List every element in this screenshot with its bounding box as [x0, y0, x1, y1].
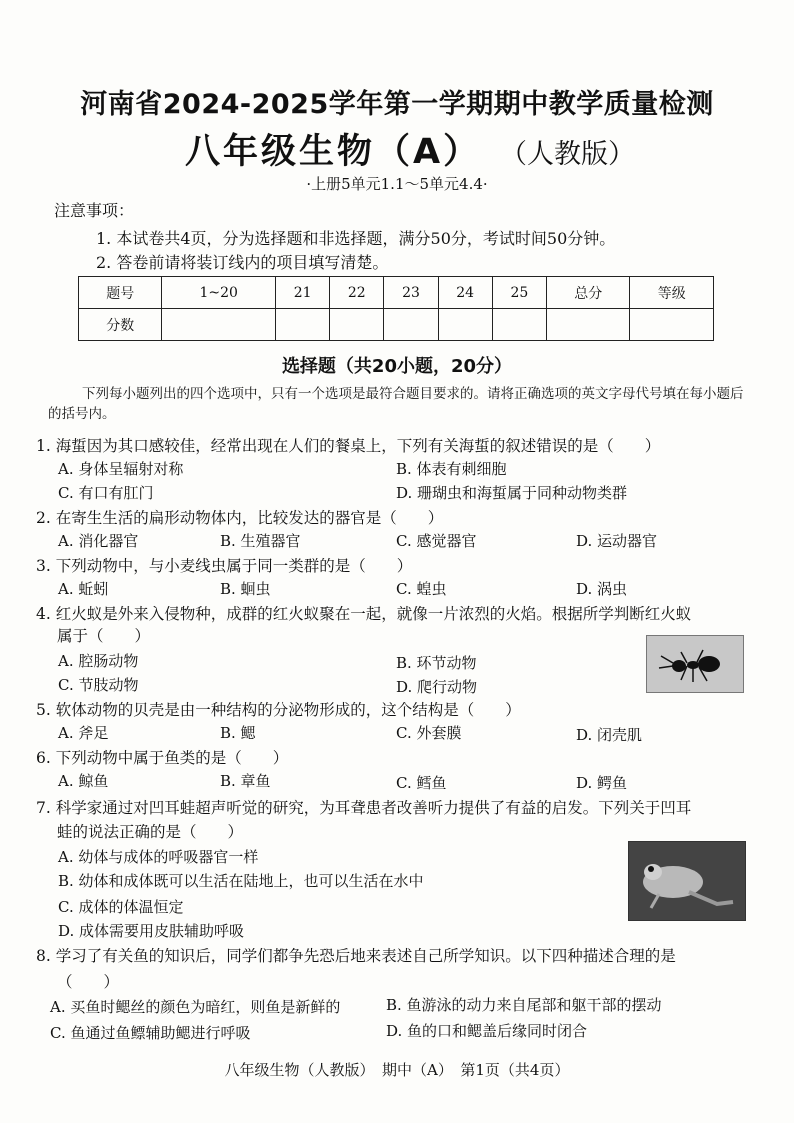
notice-heading: 注意事项： — [54, 201, 135, 220]
score-table-score-row — [79, 309, 714, 341]
score-blank-cell[interactable] — [630, 309, 714, 341]
score-cell: 21 — [276, 277, 330, 309]
question-8-stem: 8. 学习了有关鱼的知识后，同学们都争先恐后地来表述自己所学知识。以下四种描述合理的是 — [36, 947, 676, 965]
question-3-option-b[interactable]: B. 蛔虫 — [220, 580, 271, 598]
question-5-option-c[interactable]: C. 外套膜 — [396, 724, 462, 742]
score-cell: 总分 — [546, 277, 629, 309]
question-7-option-a[interactable]: A. 幼体与成体的呼吸器官一样 — [58, 848, 259, 866]
question-3-option-a[interactable]: A. 蚯蚓 — [58, 580, 109, 598]
question-4-option-a[interactable]: A. 腔肠动物 — [58, 652, 139, 670]
question-2-option-b[interactable]: B. 生殖器官 — [220, 532, 301, 550]
score-table — [78, 276, 714, 341]
score-row-label: 分数 — [79, 309, 162, 341]
score-cell: 1~20 — [162, 277, 276, 309]
question-2-option-c[interactable]: C. 感觉器官 — [396, 532, 477, 550]
score-blank-cell[interactable] — [438, 309, 492, 341]
question-3-option-d[interactable]: D. 涡虫 — [576, 580, 628, 598]
score-blank-cell[interactable] — [276, 309, 330, 341]
page-footer: 八年级生物（人教版） 期中（A） 第1页（共4页） — [224, 1061, 570, 1079]
fire-ant-photo — [646, 635, 744, 693]
question-3-stem: 3. 下列动物中，与小麦线虫属于同一类群的是（ ） — [36, 557, 413, 575]
section-instruction: 下列每小题列出的四个选项中，只有一个选项是最符合题目要求的。请将正确选项的英文字母代号填在每小题后的括号内。 — [48, 386, 744, 422]
section-title: 选择题（共20小题，20分） — [281, 356, 513, 377]
question-4-option-c[interactable]: C. 节肢动物 — [58, 676, 139, 694]
question-8-stem-cont: （ ） — [57, 973, 120, 991]
question-4-stem: 4. 红火蚁是外来入侵物种，成群的红火蚁聚在一起，就像一片浓烈的火焰。根据所学判断红火蚁 — [36, 605, 692, 623]
question-6-option-a[interactable]: A. 鲸鱼 — [58, 772, 109, 790]
question-5-option-d[interactable]: D. 闭壳肌 — [576, 726, 643, 744]
score-blank-cell[interactable] — [546, 309, 629, 341]
subject-title: 八年级生物（A） — [185, 132, 482, 172]
question-7-stem-cont: 蛙的说法正确的是（ ） — [57, 823, 244, 841]
question-7-option-c[interactable]: C. 成体的体温恒定 — [58, 898, 184, 916]
question-2-stem: 2. 在寄生生活的扁形动物体内，比较发达的器官是（ ） — [36, 509, 444, 527]
frog-icon — [629, 842, 745, 920]
question-2-option-a[interactable]: A. 消化器官 — [58, 532, 139, 550]
score-cell: 22 — [330, 277, 384, 309]
score-blank-cell[interactable] — [162, 309, 276, 341]
question-4-option-d[interactable]: D. 爬行动物 — [396, 678, 478, 696]
question-3-option-c[interactable]: C. 蝗虫 — [396, 580, 447, 598]
exam-title: 河南省2024-2025学年第一学期期中教学质量检测 — [80, 89, 714, 120]
question-1-option-d[interactable]: D. 珊瑚虫和海蜇属于同种动物类群 — [396, 484, 628, 502]
notice-line-2: 2. 答卷前请将装订线内的项目填写清楚。 — [96, 253, 389, 272]
frog-photo — [628, 841, 746, 921]
question-8-option-d[interactable]: D. 鱼的口和鳃盖后缘同时闭合 — [386, 1022, 588, 1040]
question-4-option-b[interactable]: B. 环节动物 — [396, 654, 477, 672]
score-cell: 等级 — [630, 277, 714, 309]
notice-line-1: 1. 本试卷共4页，分为选择题和非选择题，满分50分，考试时间50分钟。 — [96, 229, 616, 248]
question-7-option-d[interactable]: D. 成体需要用皮肤辅助呼吸 — [58, 922, 245, 940]
question-1-option-b[interactable]: B. 体表有刺细胞 — [396, 460, 507, 478]
question-5-option-b[interactable]: B. 鳃 — [220, 724, 256, 742]
question-1-option-c[interactable]: C. 有口有肛门 — [58, 484, 154, 502]
score-cell: 24 — [438, 277, 492, 309]
question-8-option-b[interactable]: B. 鱼游泳的动力来自尾部和躯干部的摆动 — [386, 996, 662, 1014]
score-blank-cell[interactable] — [492, 309, 546, 341]
edition-label: （人教版） — [500, 139, 635, 170]
question-6-stem: 6. 下列动物中属于鱼类的是（ ） — [36, 749, 289, 767]
score-table-header-row — [79, 277, 714, 309]
exam-scope: ·上册5单元1.1～5单元4.4· — [306, 175, 488, 193]
question-1-option-a[interactable]: A. 身体呈辐射对称 — [58, 460, 184, 478]
question-5-option-a[interactable]: A. 斧足 — [58, 724, 109, 742]
question-6-option-b[interactable]: B. 章鱼 — [220, 772, 271, 790]
score-blank-cell[interactable] — [330, 309, 384, 341]
question-2-option-d[interactable]: D. 运动器官 — [576, 532, 658, 550]
question-8-option-a[interactable]: A. 买鱼时鳃丝的颜色为暗红，则鱼是新鲜的 — [50, 998, 341, 1016]
score-cell: 25 — [492, 277, 546, 309]
question-7-stem: 7. 科学家通过对凹耳蛙超声听觉的研究，为耳聋患者改善听力提供了有益的启发。下列关于凹耳 — [36, 799, 692, 817]
question-4-stem-cont: 属于（ ） — [57, 627, 151, 645]
score-blank-cell[interactable] — [384, 309, 438, 341]
question-6-option-d[interactable]: D. 鳄鱼 — [576, 774, 628, 792]
question-1-stem: 1. 海蜇因为其口感较佳，经常出现在人们的餐桌上，下列有关海蜇的叙述错误的是（ ） — [36, 437, 661, 455]
question-6-option-c[interactable]: C. 鳕鱼 — [396, 774, 447, 792]
question-5-stem: 5. 软体动物的贝壳是由一种结构的分泌物形成的，这个结构是（ ） — [36, 701, 521, 719]
score-cell: 23 — [384, 277, 438, 309]
question-8-option-c[interactable]: C. 鱼通过鱼鳔辅助鳃进行呼吸 — [50, 1024, 251, 1042]
score-cell: 题号 — [79, 277, 162, 309]
ant-icon — [647, 636, 743, 692]
question-7-option-b[interactable]: B. 幼体和成体既可以生活在陆地上，也可以生活在水中 — [58, 872, 424, 890]
